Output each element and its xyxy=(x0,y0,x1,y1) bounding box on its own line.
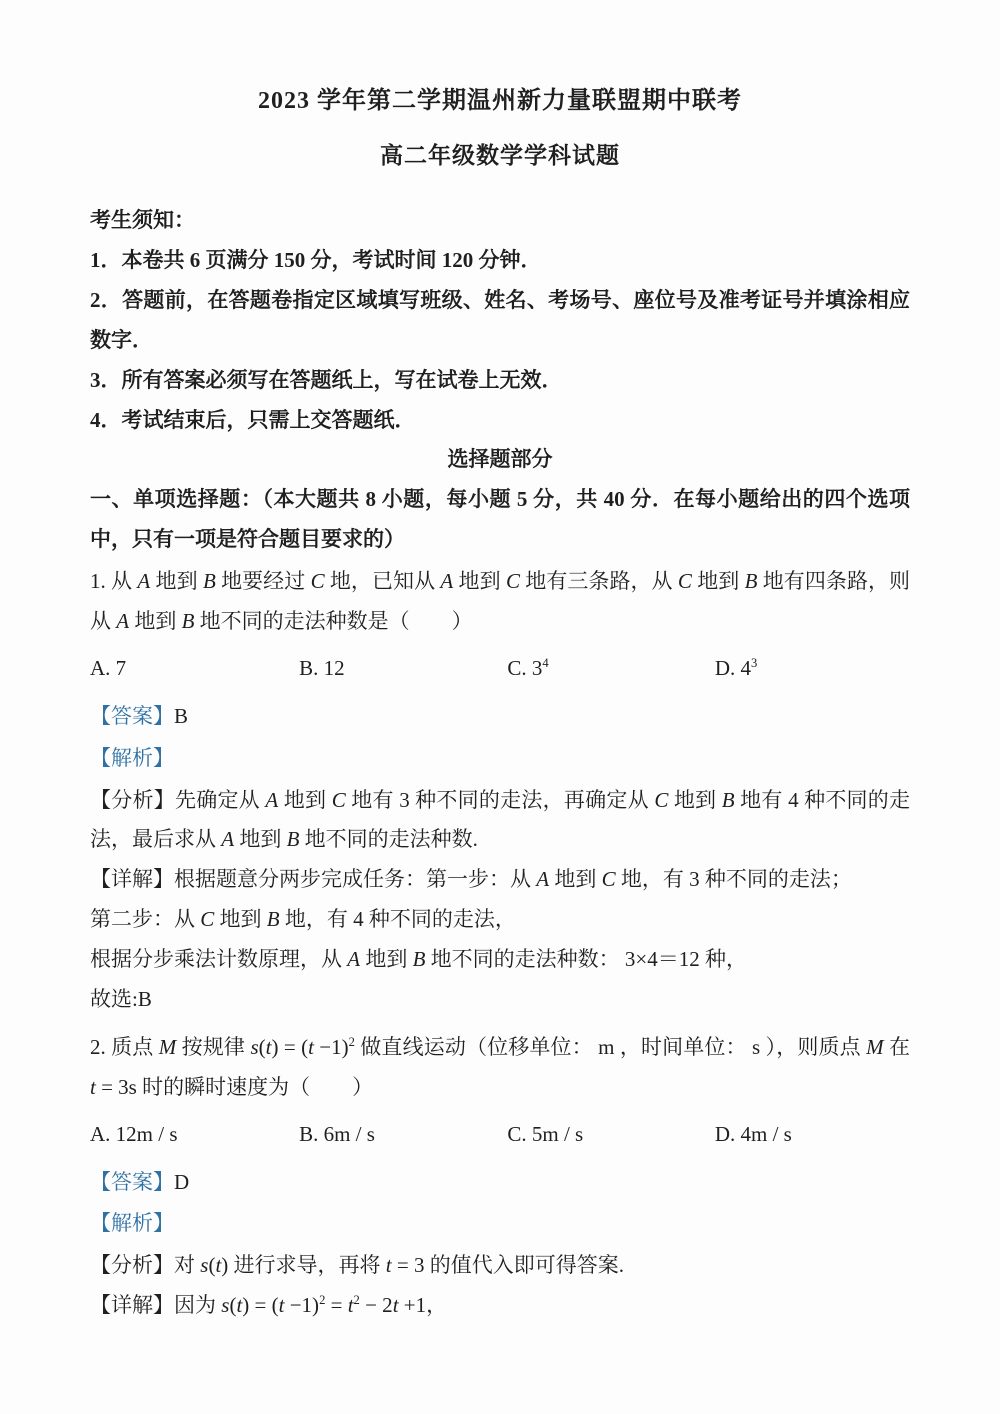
question-2-options xyxy=(90,1115,910,1155)
section-instruction: 一、单项选择题：（本大题共 8 小题，每小题 5 分，共 40 分．在每小题给出的四个选项中，只有一项是符合题目要求的） xyxy=(90,487,910,552)
question-1-options xyxy=(90,649,910,689)
question-1-solution-1: 【详解】根据题意分两步完成任务：第一步：从 A 地到 C 地，有 3 种不同的走法； xyxy=(90,867,852,892)
notice-item-4: 4．考试结束后，只需上交答题纸． xyxy=(90,407,416,432)
notice-item-1: 1．本卷共 6 页满分 150 分，考试时间 120 分钟． xyxy=(90,247,542,272)
question-1-solution-2: 第二步：从 C 地到 B 地，有 4 种不同的走法， xyxy=(90,907,516,932)
question-1-option-a: A. 7 xyxy=(90,655,127,680)
question-2-solution-1: 【详解】因为 $s(t) = (t -1)^2 = t^2 - 2t +1$， xyxy=(90,1293,448,1318)
question-2-option-a: A. 12m / s xyxy=(90,1121,178,1146)
page-subtitle: 高二年级数学学科试题 xyxy=(380,143,620,169)
answer-label: 【答案】 xyxy=(90,1169,174,1194)
jiexi-label: 【解析】 xyxy=(90,1211,174,1236)
question-1-option-c: C. $3^4$ xyxy=(507,655,549,680)
question-1-option-b: B. 12 xyxy=(299,655,345,680)
question-1-conclusion: 故选:B xyxy=(90,987,152,1011)
question-2-answer-value: D xyxy=(174,1169,190,1194)
question-1-answer-line xyxy=(90,697,910,737)
question-2-stem: 2. 质点 M 按规律 $s(t) = (t -1)^2$ 做直线运动（位移单位： m ，时间单位： s ），则质点 M 在 t = 3s 时的瞬时速度为（ ） xyxy=(90,1034,910,1099)
question-1-answer-value: B xyxy=(174,703,189,728)
notice-heading: 考生须知： xyxy=(90,208,195,233)
question-2-answer-line xyxy=(90,1163,910,1203)
answer-label: 【答案】 xyxy=(90,703,174,728)
question-2-option-c: C. 5m / s xyxy=(507,1121,584,1146)
question-block-1 xyxy=(90,562,910,1020)
question-2-jiexi-line xyxy=(90,1204,910,1244)
question-1-solution-3: 根据分步乘法计数原理，从 A 地到 B 地不同的走法种数： 3×4＝12 种， xyxy=(90,947,747,972)
question-block-2 xyxy=(90,1028,910,1326)
question-1-stem: 1. 从 A 地到 B 地要经过 C 地，已知从 A 地到 C 地有三条路，从 C 地到 B 地有四条路，则从 A 地到 B 地不同的走法种数是（ ） xyxy=(90,569,911,633)
notice-item-2: 2．答题前，在答题卷指定区域填写班级、姓名、考场号、座位号及准考证号并填涂相应数字． xyxy=(90,287,910,352)
page-title: 2023 学年第二学期温州新力量联盟期中联考 xyxy=(258,88,742,114)
section-title: 选择题部分 xyxy=(447,447,553,472)
question-1-jiexi-line xyxy=(90,739,910,779)
question-2-analysis: 【分析】对 s(t) 进行求导，再将 t = 3 的值代入即可得答案. xyxy=(90,1253,624,1278)
notice-item-3: 3．所有答案必须写在答题纸上，写在试卷上无效． xyxy=(90,367,563,392)
question-1-option-d: D. $4^3$ xyxy=(714,655,758,680)
jiexi-label: 【解析】 xyxy=(90,745,174,770)
question-2-option-b: B. 6m / s xyxy=(299,1121,375,1146)
question-1-analysis: 【分析】先确定从 A 地到 C 地有 3 种不同的走法，再确定从 C 地到 B 地有 4 种不同的走法，最后求从 A 地到 B 地不同的走法种数. xyxy=(90,787,911,852)
question-2-option-d: D. 4m / s xyxy=(714,1121,792,1146)
